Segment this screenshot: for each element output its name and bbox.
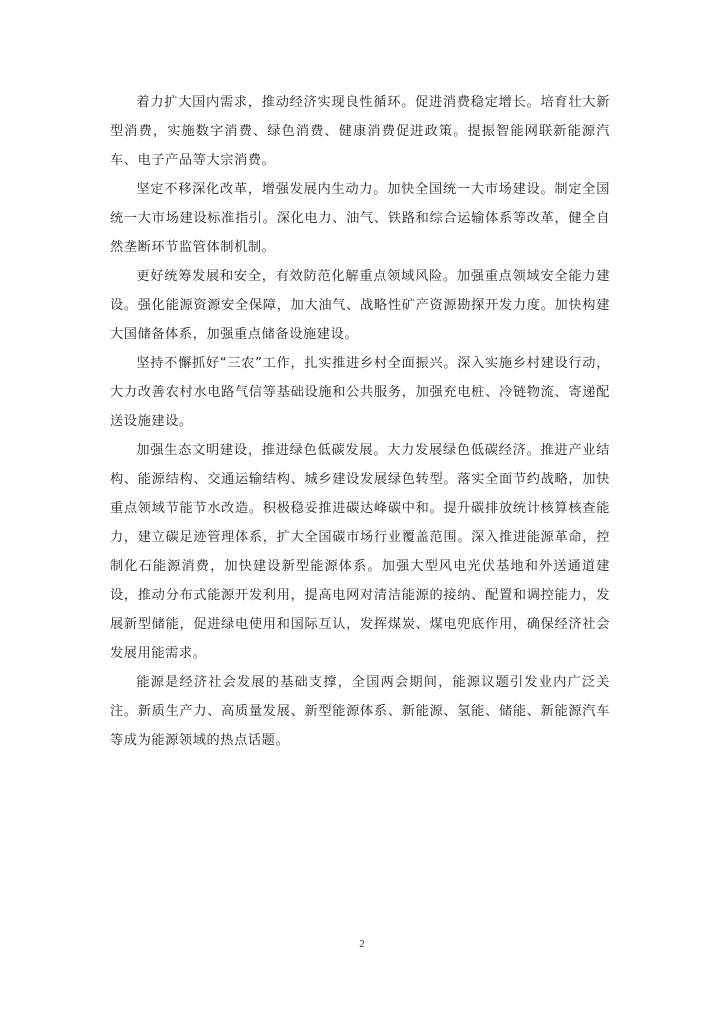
paragraph-ecology: 加强生态文明建设，推进绿色低碳发展。大力发展绿色低碳经济。推进产业结构、能源结构、交通运输结构、城乡建设发展绿色转型。落实全面节约战略，加快重点领域节能节水改造。积极稳妥推进碳达峰碳中和。提升碳排放统计核算核查能力，建立碳足迹管理体系，扩大全国碳市场行业覆盖范围。深入推进能源革命，控制化石能源消费，加快建设新型能源体系。加强大型风电光伏基地和外送通道建设，推动分布式能源开发利用，提高电网对清洁能源的接纳、配置和调控能力，发展新型储能，促进绿电使用和国际互认，发挥煤炭、煤电兜底作用，确保经济社会发展用能需求。: [110, 443, 610, 661]
paragraph-rural: 坚持不懈抓好“三农”工作，扎实推进乡村全面振兴。深入实施乡村建设行动，大力改善农村水电路气信等基础设施和公共服务，加强充电桩、冷链物流、寄递配送设施建设。: [110, 356, 610, 429]
page-number: 2: [359, 938, 365, 950]
paragraph-reform: 坚定不移深化改革，增强发展内生动力。加快全国统一大市场建设。制定全国统一大市场建设标准指引。深化电力、油气、铁路和综合运输体系等改革，健全自然垄断环节监管体制机制。: [110, 182, 610, 255]
paragraph-domestic-demand: 着力扩大国内需求，推动经济实现良性循环。促进消费稳定增长。培育壮大新型消费，实施数字消费、绿色消费、健康消费促进政策。提振智能网联新能源汽车、电子产品等大宗消费。: [110, 95, 610, 168]
document-body: [110, 88, 610, 755]
paragraph-energy-summary: 能源是经济社会发展的基础支撑，全国两会期间，能源议题引发业内广泛关注。新质生产力、高质量发展、新型能源体系、新能源、氢能、储能、新能源汽车等成为能源领域的热点话题。: [110, 675, 610, 748]
paragraph-security: 更好统筹发展和安全，有效防范化解重点领域风险。加强重点领域安全能力建设。强化能源资源安全保障，加大油气、战略性矿产资源勘探开发力度。加快构建大国储备体系，加强重点储备设施建设。: [110, 269, 610, 342]
